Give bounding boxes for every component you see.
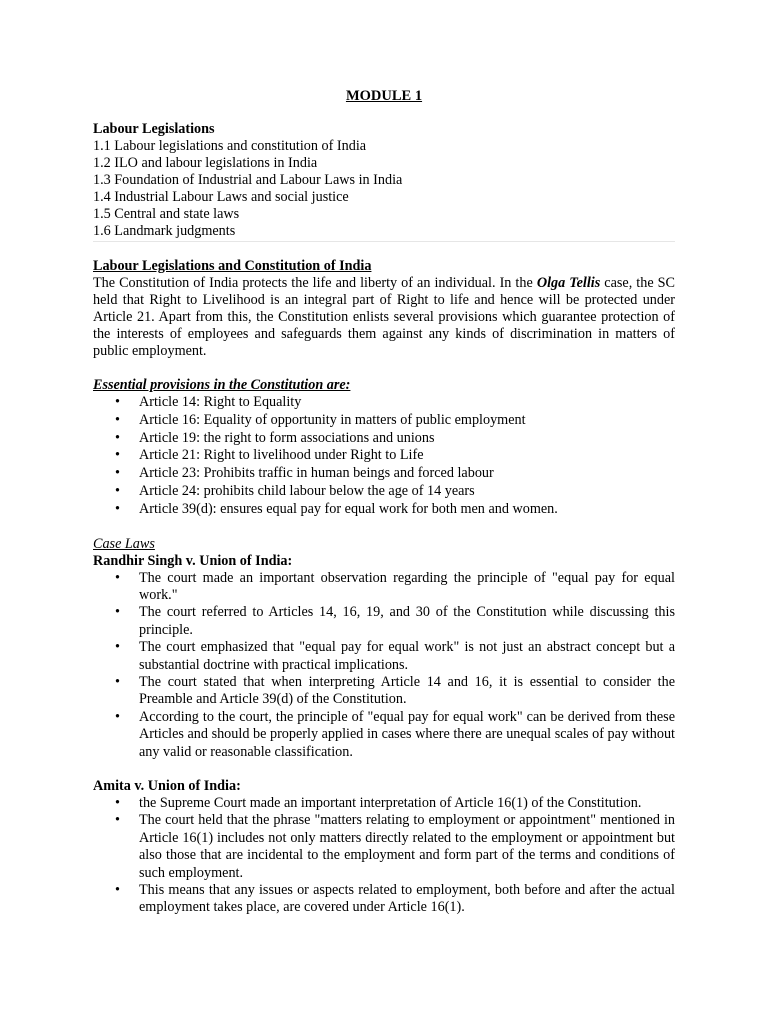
bullet-icon: • <box>115 465 120 482</box>
bullet-icon: • <box>115 812 120 829</box>
list-item-text: Article 23: Prohibits traffic in human beings and forced labour <box>139 465 494 482</box>
bullet-icon: • <box>115 482 120 499</box>
bullet-icon: • <box>115 429 120 446</box>
case-name-olga-tellis: Olga Tellis <box>536 275 601 291</box>
list-item-text: Article 19: the right to form associations and unions <box>139 429 435 446</box>
section-case-laws <box>93 536 675 917</box>
bullet-icon: • <box>115 795 120 812</box>
list-item <box>93 394 675 412</box>
list-item-text: According to the court, the principle of "equal pay for equal work" can be derived from these Articles and should be properly applied in cases where there are unequal scales of pay without any valid or reasonable classification. <box>139 708 675 760</box>
list-item <box>93 882 675 917</box>
toc-list <box>93 138 675 240</box>
section-constitution <box>93 258 675 360</box>
list-item-text: Article 39(d): ensures equal pay for equal work for both men and women. <box>139 500 558 517</box>
list-item-text: Article 21: Right to livelihood under Right to Life <box>139 447 424 464</box>
toc-item: 1.6 Landmark judgments <box>93 223 236 239</box>
list-item-text: The court stated that when interpreting Article 14 and 16, it is essential to consider the Preamble and Article 39(d) of the Constitution. <box>139 674 675 708</box>
section-heading: Labour Legislations and Constitution of India <box>93 258 372 274</box>
bullet-icon: • <box>115 447 120 464</box>
list-item-text: Article 24: prohibits child labour below the age of 14 years <box>139 482 475 499</box>
list-item <box>93 447 675 465</box>
bullet-icon: • <box>115 708 120 725</box>
toc-heading: Labour Legislations <box>93 121 215 137</box>
case-points-list <box>93 570 675 761</box>
bullet-icon: • <box>115 500 120 517</box>
section-divider <box>93 241 675 242</box>
table-of-contents <box>93 121 675 240</box>
list-item-text: the Supreme Court made an important interpretation of Article 16(1) of the Constitution. <box>139 795 642 812</box>
list-item-text: The court emphasized that "equal pay for equal work" is not just an abstract concept but a substantial doctrine with practical implications. <box>139 639 675 673</box>
list-item <box>93 709 675 761</box>
toc-item: 1.2 ILO and labour legislations in India <box>93 155 318 171</box>
list-item-text: Article 16: Equality of opportunity in matters of public employment <box>139 411 526 428</box>
page-title: MODULE 1 <box>345 88 423 104</box>
list-item-text: The court referred to Articles 14, 16, 19, and 30 of the Constitution while discussing this principle. <box>139 604 675 638</box>
bullet-icon: • <box>115 569 120 586</box>
provisions-heading: Essential provisions in the Constitution are: <box>93 377 351 393</box>
list-item <box>93 412 675 430</box>
paragraph-text-end: case, the SC held that Right to Livelihood is an integral part of Right to life and hence will be protected under Article 21. Apart from this, the Constitution enlists several provisions which guarantee protection of the interests of employees and safeguards them against any kinds of discrimination in matters of public employment. <box>93 275 676 359</box>
case-title-randhir-singh: Randhir Singh v. Union of India: <box>93 552 293 569</box>
list-item <box>93 795 675 812</box>
bullet-icon: • <box>115 411 120 428</box>
bullet-icon: • <box>115 882 120 899</box>
list-item <box>93 604 675 639</box>
case-laws-heading: Case Laws <box>93 535 155 552</box>
toc-item: 1.3 Foundation of Industrial and Labour Laws in India <box>93 172 403 188</box>
toc-item: 1.1 Labour legislations and constitution of India <box>93 138 367 154</box>
paragraph-text-start: The Constitution of India protects the life and liberty of an individual. In the <box>93 275 533 291</box>
provisions-list <box>93 394 675 519</box>
list-item <box>93 674 675 709</box>
list-item <box>93 483 675 501</box>
list-item <box>93 465 675 483</box>
list-item-text: The court held that the phrase "matters relating to employment or appointment" mentioned in Article 16(1) includes not only matters directly related to the employment or appointment but also those that are incidental to the employment and form part of the terms and conditions of such employment. <box>139 812 675 881</box>
list-item <box>93 501 675 519</box>
bullet-icon: • <box>115 604 120 621</box>
toc-item: 1.5 Central and state laws <box>93 206 240 222</box>
list-item-text: The court made an important observation regarding the principle of "equal pay for equal work." <box>139 569 675 603</box>
list-item <box>93 570 675 605</box>
toc-item: 1.4 Industrial Labour Laws and social justice <box>93 189 349 205</box>
list-item <box>93 812 675 882</box>
bullet-icon: • <box>115 639 120 656</box>
list-item <box>93 639 675 674</box>
section-provisions <box>93 377 675 519</box>
list-item <box>93 430 675 448</box>
list-item-text: Article 14: Right to Equality <box>139 394 302 410</box>
case-title-amita: Amita v. Union of India: <box>93 778 241 795</box>
bullet-icon: • <box>115 394 120 410</box>
bullet-icon: • <box>115 674 120 691</box>
spacer <box>93 761 675 778</box>
section-paragraph <box>93 275 675 360</box>
case-points-list <box>93 795 675 917</box>
list-item-text: This means that any issues or aspects related to employment, both before and after the actual employment takes place, are covered under Article 16(1). <box>139 882 675 916</box>
document-page <box>93 87 675 917</box>
